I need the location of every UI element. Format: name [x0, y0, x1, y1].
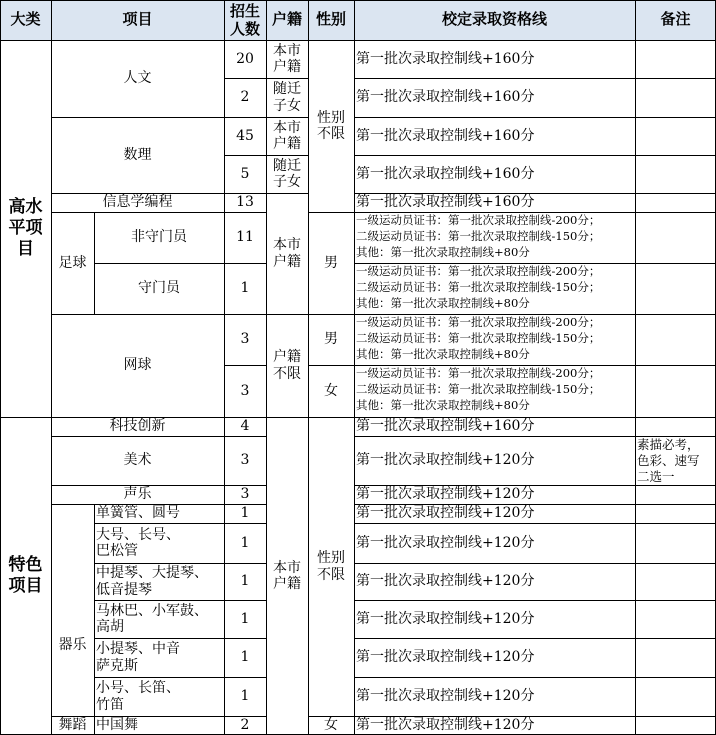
- score-line: 一级运动员证书：第一批次录取控制线-200分；: [356, 315, 601, 329]
- grid-line: [635, 0, 636, 735]
- subgroup-football: 足球: [58, 254, 87, 271]
- count-tennis-male: 3: [240, 331, 250, 348]
- project-inst3: [94, 563, 224, 600]
- score-goalkeeper: [354, 263, 635, 314]
- huji-informatics-football-text: 本市户籍: [273, 237, 301, 270]
- project-dance: 中国舞: [96, 717, 138, 734]
- count-inst6: 1: [240, 688, 250, 705]
- grid-line: [51, 117, 308, 118]
- grid-line: [224, 0, 225, 735]
- project-art: 美术: [123, 452, 152, 469]
- project-inst5: [94, 638, 224, 677]
- count-goalkeeper: 1: [240, 280, 250, 297]
- project-non-goalkeeper: 非守门员: [131, 229, 187, 246]
- grid-line: [354, 263, 716, 264]
- score-inst6: 第一批次录取控制线+120分: [356, 688, 535, 705]
- grid-line: [94, 638, 266, 639]
- grid-line: [308, 0, 309, 735]
- score-line: 二级运动员证书：第一批次录取控制线-150分；: [356, 331, 601, 345]
- project-inst3-text: 中提琴、大提琴、低音提琴: [96, 565, 208, 598]
- grid-line: [354, 0, 355, 735]
- count-art: 3: [240, 452, 250, 469]
- header-score-line: 校定录取资格线: [354, 0, 635, 40]
- remark-art-text: 素描必考，色彩、速写二选一: [637, 437, 700, 484]
- project-inst6-text: 小号、长笛、竹笛: [96, 680, 180, 713]
- count-math-accompany: 5: [240, 165, 250, 182]
- score-dance: 第一批次录取控制线+120分: [356, 717, 535, 734]
- count-humanities-accompany: 2: [240, 89, 250, 106]
- grid-line: [354, 677, 716, 678]
- grid-line: [354, 155, 716, 156]
- remark-art: [635, 436, 716, 485]
- project-inst4: [94, 600, 224, 638]
- huji-math-accompany-text: 随迁子女: [273, 157, 301, 190]
- score-line: 二级运动员证书：第一批次录取控制线-150分；: [356, 382, 601, 396]
- score-line: 二级运动员证书：第一批次录取控制线-150分；: [356, 229, 601, 243]
- score-line: 二级运动员证书：第一批次录取控制线-150分；: [356, 280, 601, 294]
- grid-line: [0, 40, 716, 41]
- gender-high-level-text: 性别不限: [317, 109, 345, 142]
- grid-line: [94, 563, 266, 564]
- grid-line: [51, 314, 716, 315]
- grid-line: [51, 0, 52, 735]
- grid-line: [308, 212, 716, 213]
- grid-line: [354, 78, 716, 79]
- grid-line: [0, 0, 716, 1]
- gender-tennis-male: 男: [324, 331, 338, 348]
- huji-special-text: 本市户籍: [273, 559, 301, 592]
- huji-humanities-local-text: 本市户籍: [273, 42, 301, 75]
- score-tennis-female: [354, 365, 635, 417]
- project-tennis: 网球: [123, 357, 152, 374]
- group-high-level-text: 高水平项目: [8, 196, 43, 260]
- grid-line: [51, 193, 308, 194]
- count-inst3: 1: [240, 573, 250, 590]
- header-remark: 备注: [635, 0, 716, 40]
- project-vocal: 声乐: [123, 486, 152, 503]
- project-inst2-text: 大号、长号、巴松管: [96, 526, 180, 559]
- huji-tennis: [266, 314, 308, 417]
- grid-line: [224, 155, 308, 156]
- score-humanities-accompany: 第一批次录取控制线+160分: [356, 89, 535, 106]
- score-inst3: 第一批次录取控制线+120分: [356, 573, 535, 590]
- grid-line: [224, 78, 308, 79]
- score-inst4: 第一批次录取控制线+120分: [356, 610, 535, 627]
- grid-line: [308, 365, 716, 366]
- gender-high-level: [308, 40, 354, 212]
- grid-line: [51, 504, 266, 505]
- huji-math-local: [266, 117, 308, 155]
- count-tennis-female: 3: [240, 382, 250, 399]
- grid-line: [51, 436, 266, 437]
- group-special: [0, 417, 51, 735]
- project-tech: 科技创新: [109, 418, 166, 435]
- grid-line: [354, 117, 716, 118]
- header-huji: 户籍: [266, 0, 308, 40]
- count-inst2: 1: [240, 534, 250, 551]
- score-line: 一级运动员证书：第一批次录取控制线-200分；: [356, 264, 601, 278]
- grid-line: [224, 365, 266, 366]
- grid-line: [51, 485, 266, 486]
- score-inst1: 第一批次录取控制线+120分: [356, 505, 535, 522]
- huji-informatics-football: [266, 193, 308, 314]
- subgroup-instrument: 器乐: [58, 636, 87, 653]
- huji-humanities-local: [266, 40, 308, 78]
- score-inst5: 第一批次录取控制线+120分: [356, 649, 535, 666]
- project-inst2: [94, 523, 224, 563]
- count-dance: 2: [240, 717, 250, 734]
- score-informatics: 第一批次录取控制线+160分: [356, 194, 535, 211]
- group-high-level: [0, 40, 51, 417]
- header-gender: 性别: [308, 0, 354, 40]
- count-non-goalkeeper: 11: [236, 229, 254, 246]
- score-tennis-male: [354, 314, 635, 365]
- grid-line: [94, 677, 266, 678]
- grid-line: [354, 485, 716, 486]
- huji-humanities-accompany: [266, 78, 308, 117]
- score-inst2: 第一批次录取控制线+120分: [356, 534, 535, 551]
- gender-special: [308, 417, 354, 716]
- gender-special-text: 性别不限: [317, 550, 345, 583]
- score-line: 其他：第一批次录取控制线+80分: [356, 347, 530, 361]
- grid-line: [94, 523, 266, 524]
- count-inst5: 1: [240, 649, 250, 666]
- score-art: 第一批次录取控制线+120分: [356, 452, 535, 469]
- score-line: 其他：第一批次录取控制线+80分: [356, 398, 530, 412]
- project-humanities: 人文: [123, 70, 152, 87]
- subgroup-dance: 舞蹈: [58, 717, 87, 734]
- project-inst1: 单簧管、圆号: [96, 505, 180, 522]
- score-line: 一级运动员证书：第一批次录取控制线-200分；: [356, 213, 601, 227]
- huji-humanities-accompany-text: 随迁子女: [273, 81, 301, 114]
- grid-line: [266, 0, 267, 735]
- huji-math-accompany: [266, 155, 308, 193]
- score-humanities-local: 第一批次录取控制线+160分: [356, 50, 535, 67]
- grid-line: [308, 716, 716, 717]
- project-inst5-text: 小提琴、中音萨克斯: [96, 641, 180, 674]
- group-special-text: 特色项目: [8, 554, 43, 596]
- gender-football: 男: [324, 254, 338, 271]
- score-math-accompany: 第一批次录取控制线+160分: [356, 165, 535, 182]
- grid-line: [354, 436, 716, 437]
- score-math-local: 第一批次录取控制线+160分: [356, 127, 535, 144]
- score-line: 其他：第一批次录取控制线+80分: [356, 245, 530, 259]
- count-humanities-local: 20: [236, 50, 254, 67]
- grid-line: [354, 504, 716, 505]
- grid-line: [0, 417, 716, 418]
- project-informatics: 信息学编程: [102, 194, 173, 211]
- project-inst6: [94, 677, 224, 716]
- gender-tennis-female: 女: [324, 382, 338, 399]
- huji-math-local-text: 本市户籍: [273, 119, 301, 152]
- count-math-local: 45: [236, 127, 254, 144]
- huji-special: [266, 417, 308, 735]
- grid-line: [354, 600, 716, 601]
- grid-line: [354, 563, 716, 564]
- project-inst4-text: 马林巴、小军鼓、高胡: [96, 602, 208, 635]
- header-enroll: [224, 0, 266, 40]
- huji-tennis-text: 户籍不限: [273, 349, 301, 382]
- grid-line: [0, 0, 1, 735]
- header-category: 大类: [0, 0, 51, 40]
- score-tech: 第一批次录取控制线+160分: [356, 418, 535, 435]
- header-project: 项目: [51, 0, 224, 40]
- project-math-science: 数理: [123, 146, 152, 163]
- grid-line: [51, 212, 266, 213]
- grid-line: [354, 523, 716, 524]
- header-enroll-text: 招生人数: [229, 2, 260, 38]
- count-tech: 4: [240, 418, 250, 435]
- count-inst4: 1: [240, 610, 250, 627]
- grid-line: [51, 716, 266, 717]
- grid-line: [94, 263, 266, 264]
- grid-line: [354, 193, 716, 194]
- score-line: 其他：第一批次录取控制线+80分: [356, 296, 530, 310]
- gender-dance: 女: [324, 717, 338, 734]
- grid-line: [94, 600, 266, 601]
- count-inst1: 1: [240, 505, 250, 522]
- grid-line: [354, 638, 716, 639]
- project-goalkeeper: 守门员: [138, 280, 180, 297]
- count-vocal: 3: [240, 486, 250, 503]
- count-informatics: 13: [236, 194, 254, 211]
- grid-line: [94, 504, 95, 735]
- score-line: 一级运动员证书：第一批次录取控制线-200分；: [356, 366, 601, 380]
- score-non-goalkeeper: [354, 212, 635, 263]
- score-vocal: 第一批次录取控制线+120分: [356, 486, 535, 503]
